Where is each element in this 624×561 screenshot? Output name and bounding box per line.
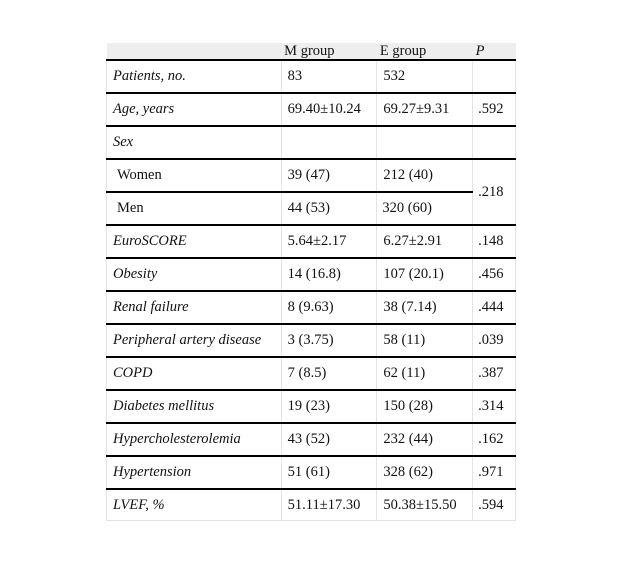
row-label: COPD (107, 357, 282, 390)
row-label: Hypercholesterolemia (107, 423, 282, 456)
row-label: Men (107, 192, 282, 225)
e-group-value: 6.27±2.91 (377, 225, 473, 258)
m-group-value: 5.64±2.17 (281, 225, 377, 258)
row-label: Peripheral artery disease (107, 324, 282, 357)
m-group-value: 7 (8.5) (281, 357, 377, 390)
m-group-value: 51.11±17.30 (281, 489, 377, 521)
table-row (107, 192, 516, 225)
row-label: Women (107, 159, 282, 192)
p-value: .971 (473, 456, 516, 489)
table-row (107, 324, 516, 357)
e-group-value: 532 (377, 60, 473, 93)
table-row (107, 489, 516, 521)
p-value: .218 (473, 159, 516, 225)
e-group-value: 150 (28) (377, 390, 473, 423)
header-p-value: P (473, 43, 516, 60)
p-value: .594 (473, 489, 516, 521)
row-label: EuroSCORE (107, 225, 282, 258)
e-group-value: 69.27±9.31 (377, 93, 473, 126)
m-group-value: 51 (61) (281, 456, 377, 489)
e-group-value: 107 (20.1) (377, 258, 473, 291)
row-label: Age, years (107, 93, 282, 126)
table-row (107, 126, 516, 159)
m-group-value: 39 (47) (281, 159, 377, 192)
e-group-value: 328 (62) (377, 456, 473, 489)
row-label: Renal failure (107, 291, 282, 324)
table-row (107, 390, 516, 423)
p-value: .456 (473, 258, 516, 291)
m-group-value: 69.40±10.24 (281, 93, 377, 126)
table-row (107, 357, 516, 390)
row-label: Hypertension (107, 456, 282, 489)
e-group-value: 232 (44) (377, 423, 473, 456)
e-group-value: 62 (11) (377, 357, 473, 390)
m-group-value: 14 (16.8) (281, 258, 377, 291)
p-value (473, 126, 516, 159)
table-row (107, 60, 516, 93)
p-value: .039 (473, 324, 516, 357)
header-m-group: M group (281, 43, 377, 60)
m-group-value (281, 126, 377, 159)
p-value: .148 (473, 225, 516, 258)
e-group-value: 320 (60) (377, 192, 473, 225)
table-row (107, 258, 516, 291)
row-label: Patients, no. (107, 60, 282, 93)
e-group-value: 58 (11) (377, 324, 473, 357)
table-row (107, 93, 516, 126)
p-value (473, 60, 516, 93)
baseline-characteristics-table (106, 43, 516, 521)
row-label: LVEF, % (107, 489, 282, 521)
p-value: .162 (473, 423, 516, 456)
m-group-value: 19 (23) (281, 390, 377, 423)
m-group-value: 44 (53) (281, 192, 377, 225)
header-row (107, 43, 516, 60)
row-label: Diabetes mellitus (107, 390, 282, 423)
p-value: .387 (473, 357, 516, 390)
m-group-value: 43 (52) (281, 423, 377, 456)
e-group-value: 38 (7.14) (377, 291, 473, 324)
p-value: .314 (473, 390, 516, 423)
table-row (107, 159, 516, 192)
e-group-value: 50.38±15.50 (377, 489, 473, 521)
e-group-value (377, 126, 473, 159)
m-group-value: 8 (9.63) (281, 291, 377, 324)
m-group-value: 83 (281, 60, 377, 93)
table-row (107, 423, 516, 456)
table-row (107, 291, 516, 324)
p-value: .592 (473, 93, 516, 126)
table-row (107, 456, 516, 489)
header-e-group: E group (377, 43, 473, 60)
header-label (107, 43, 282, 60)
p-value: .444 (473, 291, 516, 324)
row-label: Obesity (107, 258, 282, 291)
row-label: Sex (107, 126, 282, 159)
e-group-value: 212 (40) (377, 159, 473, 192)
table-row (107, 225, 516, 258)
m-group-value: 3 (3.75) (281, 324, 377, 357)
